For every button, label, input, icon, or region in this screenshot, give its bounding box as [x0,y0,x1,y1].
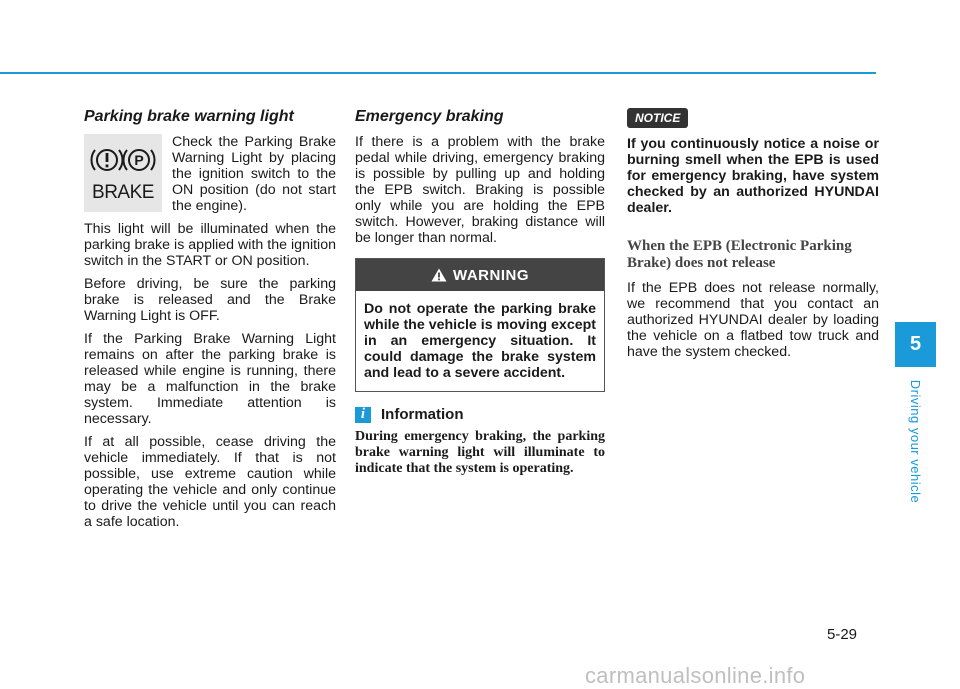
watermark: carmanualsonline.info [585,663,806,688]
brake-icon-label: BRAKE [92,182,154,203]
information-text: During emergency braking, the parking brake warning light will illuminate to indicate that the system is operating. [355,429,605,476]
page-number: 5-29 [827,626,858,643]
warning-header [356,259,604,291]
paragraph-1: This light will be illuminated when the parking brake is applied with the ignition switch in the START or ON position. [84,221,336,269]
section-title-parking-brake: Parking brake warning light [84,108,294,125]
column-parking-brake [84,108,336,537]
notice-badge: NOTICE [627,108,688,128]
warning-text: Do not operate the parking brake while the vehicle is moving except in an emergency situation. It could damage the brake system and lead to a severe accident. [364,301,596,381]
warning-box [355,258,605,392]
section-title-emergency-braking: Emergency braking [355,108,504,125]
column-emergency-braking [355,108,605,477]
information-header [355,406,605,423]
chapter-tab: 5 [895,322,936,367]
information-icon: i [355,407,371,423]
emergency-paragraph: If there is a problem with the brake pedal while driving, emergency braking is possible by pulling up and holding the EPB switch. Braking is possible only while you are holding the EPB switch. However, braking distance will be longer than normal. [355,134,605,246]
icon-description: Check the Parking Brake Warning Light by placing the ignition switch to the ON position (do not start the engine). [172,134,336,214]
paragraph-4: If at all possible, cease driving the vehicle immediately. If that is not possible, use extreme caution while operating the vehicle and only continue to drive the vehicle until you can reach a safe location. [84,434,336,530]
chapter-label [895,376,936,506]
svg-text:P: P [134,152,144,168]
icon-row [84,134,336,214]
top-rule [0,72,876,74]
warning-label: WARNING [453,266,529,284]
notice-text: If you continuously notice a noise or burning smell when the EPB is used for emergency braking, have system checked by an authorized HYUNDAI dealer. [627,136,879,216]
epb-subtitle: When the EPB (Electronic Parking Brake) does not release [627,238,852,271]
epb-paragraph: If the EPB does not release normally, we recommend that you contact an authorized HYUNDAI dealer by loading the vehicle on a flatbed tow truck and have the system checked. [627,280,879,360]
paragraph-3: If the Parking Brake Warning Light remains on after the parking brake is released while engine is running, there may be a malfunction in the brake system. Immediate attention is necessary. [84,331,336,427]
chapter-label-text: Driving your vehicle [908,379,923,503]
column-notice [627,102,879,367]
warning-triangle-icon [431,268,447,282]
information-label: Information [381,406,464,423]
brake-warning-icon [84,134,162,212]
paragraph-2: Before driving, be sure the parking brake is released and the Brake Warning Light is OFF. [84,276,336,324]
